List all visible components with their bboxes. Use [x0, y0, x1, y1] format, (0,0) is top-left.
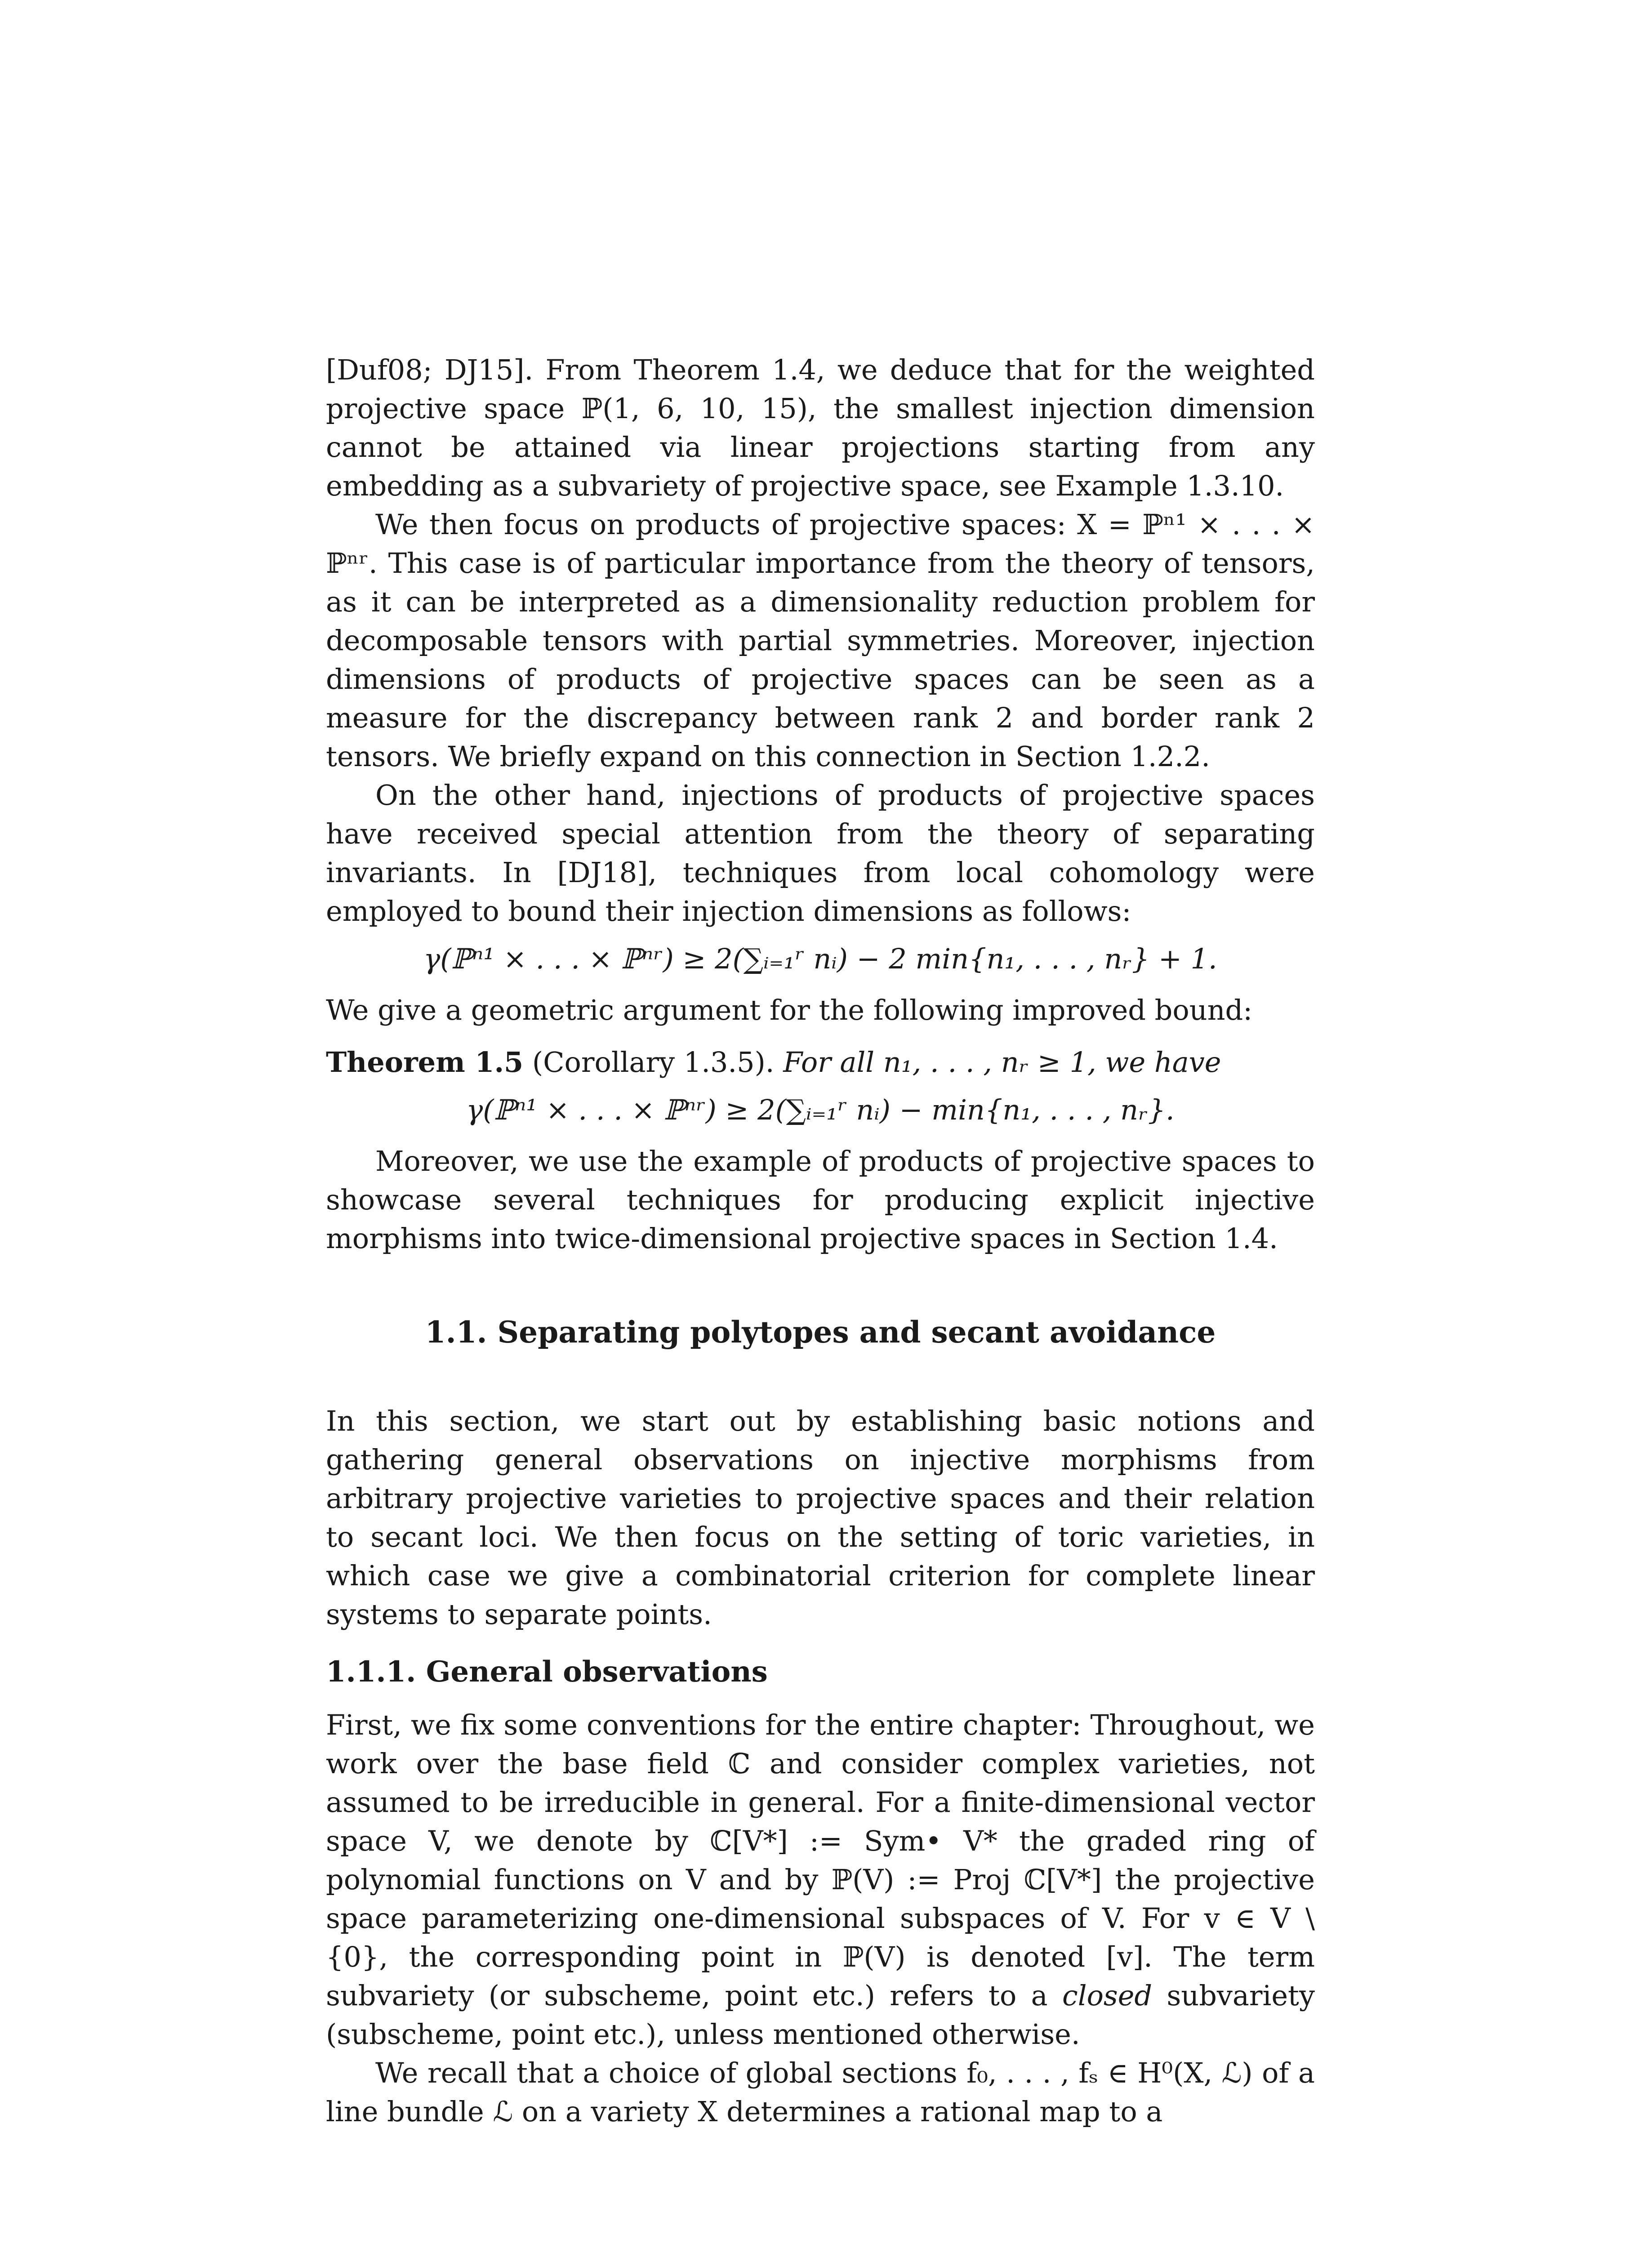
theorem-heading: Theorem 1.5 — [326, 1046, 524, 1079]
paragraph: In this section, we start out by establishing basic notions and gathering general observations on injective morphisms from arbitrary projective varieties to projective spaces and their relation to secant loci. We then focus on the setting of toric varieties, in which case we give a combinatorial criterion for complete linear systems to separate points. — [326, 1405, 1315, 1631]
display-equation: γ(ℙⁿ¹ × . . . × ℙⁿʳ) ≥ 2(∑ᵢ₌₁ʳ nᵢ) − min{n₁, . . . , nᵣ}. — [466, 1093, 1175, 1126]
display-equation: γ(ℙⁿ¹ × . . . × ℙⁿʳ) ≥ 2(∑ᵢ₌₁ʳ nᵢ) − 2 min{n₁, . . . , nᵣ} + 1. — [423, 942, 1217, 975]
subsection-heading: 1.1.1. General observations — [326, 1655, 768, 1689]
theorem — [326, 1043, 1315, 1082]
paragraph — [326, 1706, 1315, 2054]
paragraph: We recall that a choice of global sections f₀, . . . , fₛ ∈ H⁰(X, ℒ) of a line bundle ℒ on a variety X determines a rational map to a — [326, 2056, 1315, 2128]
paragraph-text: First, we fix some conventions for the entire chapter: Throughout, we work over the base field ℂ and consider complex varieties, not assumed to be irreducible in general. For a finite-dimensional vector space V, we denote by ℂ[V*] := Sym• V* the graded ring of polynomial functions on V and by ℙ(V) := Proj ℂ[V*] the projective space parameterizing one-dimensional subspaces of V. For v ∈ V \ {0}, the corresponding point in ℙ(V) is denoted [v]. The term subvariety (or subscheme, point etc.) refers to a — [326, 1708, 1315, 2012]
paragraph: We then focus on products of projective spaces: X = ℙⁿ¹ × . . . × ℙⁿʳ. This case is of particular importance from the theory of tensors, as it can be interpreted as a dimensionality reduction problem for decomposable tensors with partial symmetries. Moreover, injection dimensions of products of projective spaces can be seen as a measure for the discrepancy between rank 2 and border rank 2 tensors. We briefly expand on this connection in Section 1.2.2. — [326, 508, 1315, 773]
paragraph: Moreover, we use the example of products of projective spaces to showcase several techniques for producing explicit injective morphisms into twice-dimensional projective spaces in Section 1.4. — [326, 1145, 1315, 1255]
page-body — [326, 351, 1315, 2131]
section-heading: 1.1. Separating polytopes and secant avoidance — [425, 1315, 1216, 1350]
paragraph: On the other hand, injections of products of projective spaces have received special attention from the theory of separating invariants. In [DJ18], techniques from local cohomology were employed to bound their injection dimensions as follows: — [326, 779, 1315, 928]
paragraph-text: subvariety (subscheme, point etc.), unless mentioned otherwise. — [326, 1979, 1315, 2051]
emphasis: closed — [1062, 1979, 1153, 2012]
theorem-reference: (Corollary 1.3.5). — [532, 1046, 775, 1079]
theorem-statement: For all n₁, . . . , nᵣ ≥ 1, we have — [783, 1046, 1221, 1079]
paragraph: [Duf08; DJ15]. From Theorem 1.4, we deduce that for the weighted projective space ℙ(1, 6, 10, 15), the smallest injection dimension cannot be attained via linear projections starting from any embedding as a subvariety of projective space, see Example 1.3.10. — [326, 353, 1315, 502]
paragraph: We give a geometric argument for the following improved bound: — [326, 994, 1253, 1026]
